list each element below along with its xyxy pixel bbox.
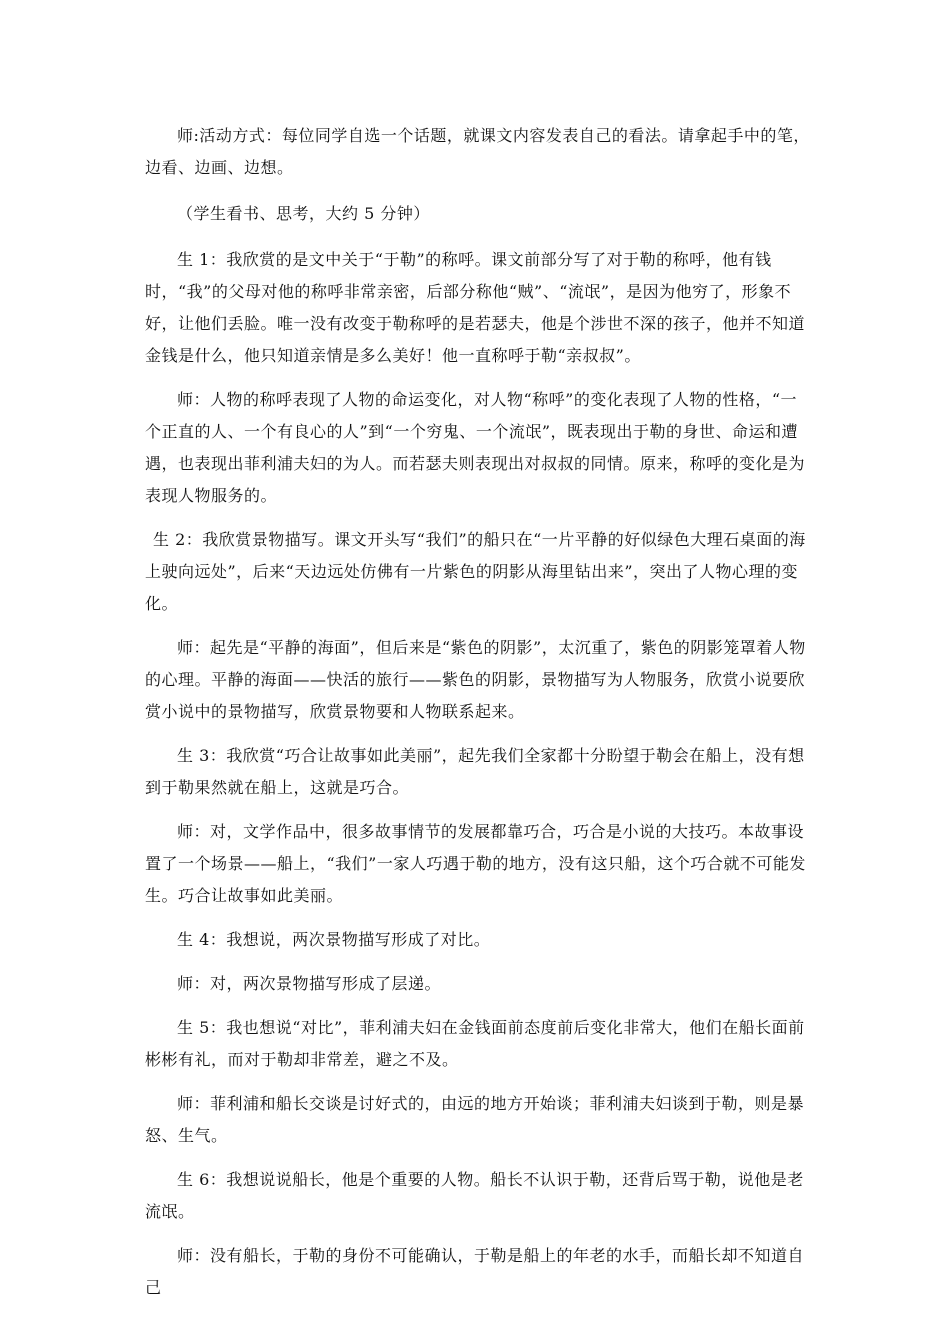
- paragraph-student-1: 生 1：我欣赏的是文中关于“于勒”的称呼。课文前部分写了对于勒的称呼，他有钱时，“我”的父母对他的称呼非常亲密，后部分称他“贼”、“流氓”，是因为他穷了，形象不好，让他们丢脸。唯一没有改变于勒称呼的是若瑟夫，他是个涉世不深的孩子，他并不知道金钱是什么，他只知道亲情是多么美好！他一直称呼于勒“亲叔叔”。: [145, 250, 806, 365]
- paragraph-student-2: 生 2：我欣赏景物描写。课文开头写“我们”的船只在“一片平静的好似绿色大理石桌面的海上驶向远处”，后来“天边远处仿佛有一片紫色的阴影从海里钻出来”，突出了人物心理的变化。: [145, 530, 806, 613]
- paragraph-teacher-reply-4: 师：对，两次景物描写形成了层递。: [177, 974, 442, 993]
- paragraph-teacher-reply-6: 师：没有船长，于勒的身份不可能确认，于勒是船上的年老的水手，而船长却不知道自己: [145, 1246, 805, 1297]
- paragraph-teacher-instructions: 师:活动方式：每位同学自选一个话题，就课文内容发表自己的看法。请拿起手中的笔，边看、边画、边想。: [145, 126, 810, 177]
- paragraph-teacher-reply-5: 师：菲利浦和船长交谈是讨好式的，由远的地方开始谈；菲利浦夫妇谈到于勒，则是暴怒、生气。: [145, 1094, 805, 1145]
- paragraph-teacher-reply-2: 师：起先是“平静的海面”，但后来是“紫色的阴影”，太沉重了，紫色的阴影笼罩着人物的心理。平静的海面——快活的旅行——紫色的阴影，景物描写为人物服务，欣赏小说要欣赏小说中的景物描写，欣赏景物要和人物联系起来。: [145, 638, 806, 721]
- paragraph-student-6: 生 6：我想说说船长，他是个重要的人物。船长不认识于勒，还背后骂于勒，说他是老流氓。: [145, 1170, 804, 1221]
- paragraph-teacher-reply-1: 师：人物的称呼表现了人物的命运变化，对人物“称呼”的变化表现了人物的性格，“一个正直的人、一个有良心的人”到“一个穷鬼、一个流氓”，既表现出于勒的身世、命运和遭遇，也表现出菲利浦夫妇的为人。而若瑟夫则表现出对叔叔的同情。原来，称呼的变化是为表现人物服务的。: [145, 390, 806, 505]
- paragraph-stage-direction: （学生看书、思考，大约 5 分钟）: [177, 204, 430, 223]
- document-body: [145, 120, 810, 1316]
- paragraph-student-5: 生 5：我也想说“对比”，菲利浦夫妇在金钱面前态度前后变化非常大，他们在船长面前彬彬有礼，而对于勒却非常差，避之不及。: [145, 1018, 805, 1069]
- paragraph-student-4: 生 4：我想说，两次景物描写形成了对比。: [177, 930, 491, 949]
- paragraph-student-3: 生 3：我欣赏“巧合让故事如此美丽”，起先我们全家都十分盼望于勒会在船上，没有想到于勒果然就在船上，这就是巧合。: [145, 746, 805, 797]
- paragraph-teacher-reply-3: 师：对，文学作品中，很多故事情节的发展都靠巧合，巧合是小说的大技巧。本故事设置了一个场景——船上，“我们”一家人巧遇于勒的地方，没有这只船，这个巧合就不可能发生。巧合让故事如此美丽。: [145, 822, 806, 905]
